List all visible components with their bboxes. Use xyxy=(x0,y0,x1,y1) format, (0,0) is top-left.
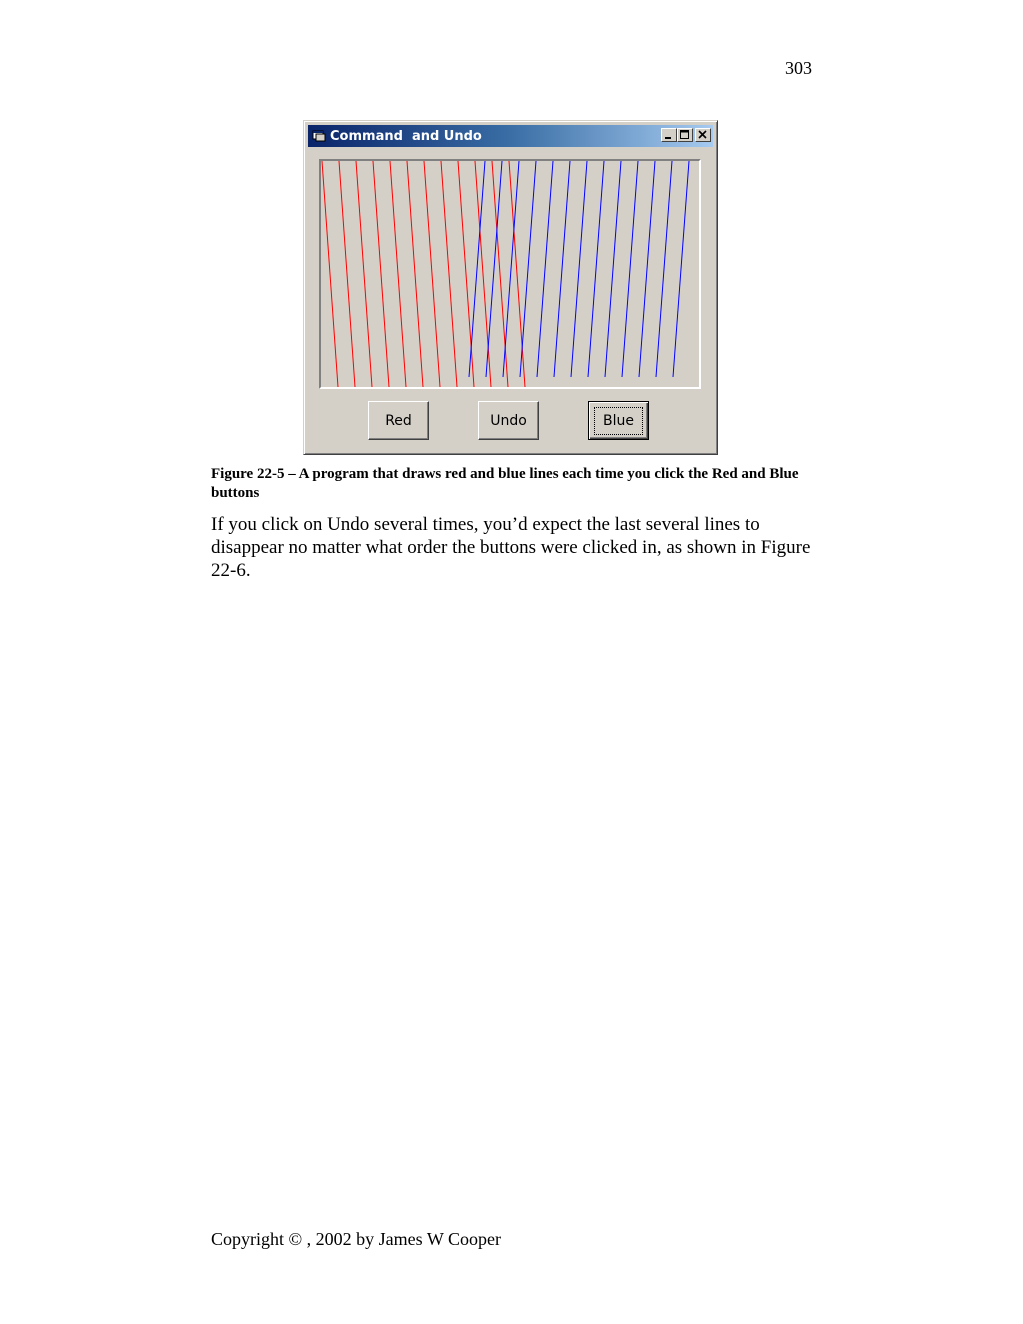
drawing-canvas xyxy=(319,159,701,389)
maximize-button[interactable] xyxy=(677,128,693,142)
undo-button[interactable]: Undo xyxy=(478,401,539,440)
blue-line xyxy=(639,161,655,377)
copyright-footer: Copyright © , 2002 by James W Cooper xyxy=(211,1229,501,1249)
blue-line xyxy=(588,161,604,377)
red-line xyxy=(339,161,355,387)
figure-caption: Figure 22-5 – A program that draws red and blue lines each time you click the Red and Blue buttons xyxy=(211,466,799,501)
blue-line xyxy=(520,161,536,377)
blue-line xyxy=(656,161,672,377)
red-line xyxy=(475,161,491,387)
app-icon xyxy=(311,128,327,144)
red-line xyxy=(407,161,423,387)
minimize-button[interactable] xyxy=(661,128,677,142)
close-icon xyxy=(698,130,708,140)
blue-line xyxy=(537,161,553,377)
blue-button[interactable] xyxy=(588,401,649,440)
window-title: Command and Undo xyxy=(330,128,482,144)
red-line xyxy=(390,161,406,387)
blue-line xyxy=(554,161,570,377)
red-line xyxy=(458,161,474,387)
red-line xyxy=(424,161,440,387)
blue-line xyxy=(622,161,638,377)
page-number: 303 xyxy=(785,58,812,78)
red-line xyxy=(509,161,525,387)
red-line xyxy=(356,161,372,387)
red-line xyxy=(322,161,338,387)
blue-line xyxy=(673,161,689,377)
title-bar[interactable] xyxy=(308,125,713,147)
title-buttons xyxy=(661,128,711,142)
close-button[interactable] xyxy=(695,128,711,142)
body-paragraph: If you click on Undo several times, you’d expect the last several lines to disappear no matter what order the buttons were clicked in, as shown in Figure 22-6. xyxy=(211,514,811,581)
blue-button-label: Blue xyxy=(594,407,643,435)
red-line xyxy=(373,161,389,387)
red-button[interactable]: Red xyxy=(368,401,429,440)
red-line xyxy=(492,161,508,387)
command-and-undo-window xyxy=(303,120,718,455)
minimize-icon xyxy=(664,130,674,140)
lines-drawing xyxy=(321,161,699,387)
red-line xyxy=(441,161,457,387)
blue-line xyxy=(605,161,621,377)
maximize-icon xyxy=(680,130,690,140)
blue-line xyxy=(571,161,587,377)
